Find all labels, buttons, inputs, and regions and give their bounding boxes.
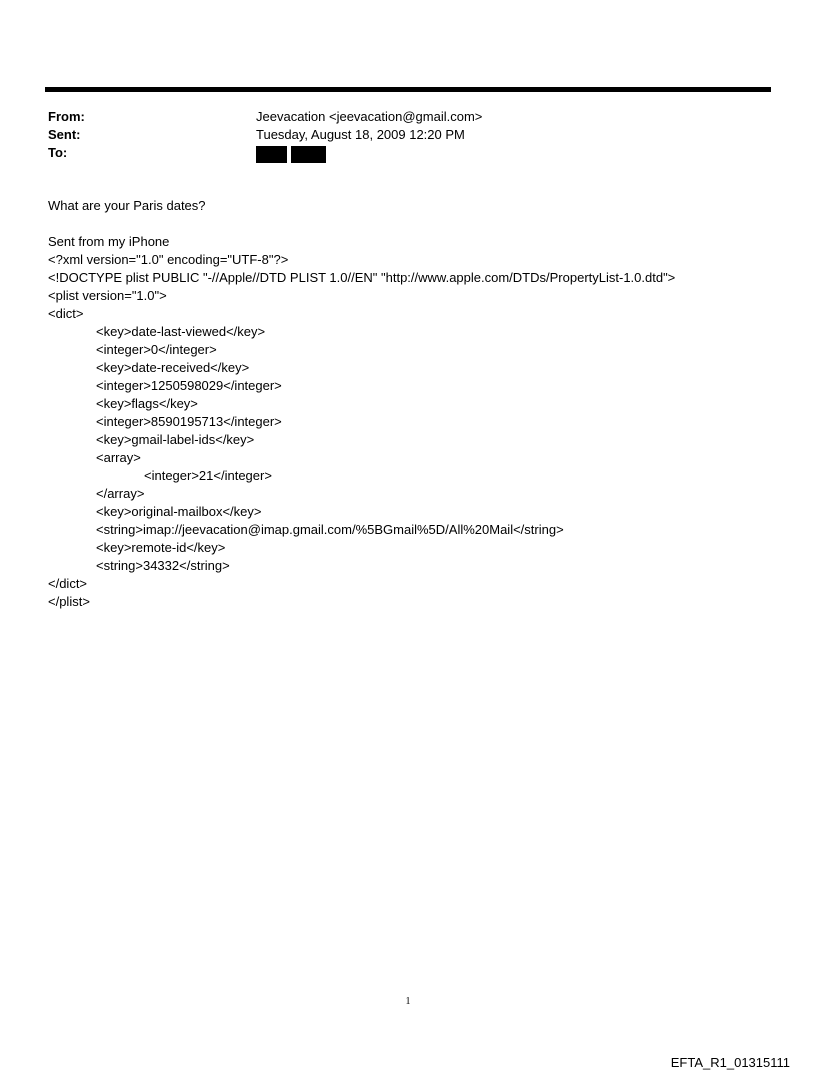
xml-line: <key>gmail-label-ids</key> [96, 432, 255, 447]
header-divider [45, 87, 771, 92]
to-row [48, 144, 748, 162]
xml-line: <integer>1250598029</integer> [96, 378, 282, 393]
xml-line: <dict> [48, 306, 84, 321]
xml-line: </array> [96, 486, 145, 501]
from-value: Jeevacation <jeevacation@gmail.com> [256, 109, 483, 124]
redaction-block [291, 146, 326, 163]
blank-line [48, 215, 788, 233]
signature-text: Sent from my iPhone [48, 234, 170, 249]
xml-line: <plist version="1.0"> [48, 288, 167, 303]
xml-line: <!DOCTYPE plist PUBLIC "-//Apple//DTD PLIST 1.0//EN" "http://www.apple.com/DTDs/PropertyList-1.0.dtd"> [48, 270, 676, 285]
plist-xml-block [48, 251, 788, 611]
email-header [48, 108, 748, 162]
xml-line: <string>imap://jeevacation@imap.gmail.com/%5BGmail%5D/All%20Mail</string> [96, 522, 564, 537]
xml-line: <key>date-received</key> [96, 360, 250, 375]
xml-line: <?xml version="1.0" encoding="UTF-8"?> [48, 252, 289, 267]
xml-line: <integer>8590195713</integer> [96, 414, 282, 429]
xml-line: </dict> [48, 576, 88, 591]
xml-line: <string>34332</string> [96, 558, 230, 573]
message-text: What are your Paris dates? [48, 198, 206, 213]
xml-line: <key>date-last-viewed</key> [96, 324, 266, 339]
redaction-block [256, 146, 287, 163]
from-label: From: [48, 109, 85, 124]
sent-row [48, 126, 748, 144]
to-label: To: [48, 145, 68, 160]
document-id: EFTA_R1_01315111 [670, 1055, 790, 1070]
to-value-redacted [256, 146, 326, 163]
from-row [48, 108, 748, 126]
sent-value: Tuesday, August 18, 2009 12:20 PM [256, 127, 465, 142]
xml-line: <key>original-mailbox</key> [96, 504, 262, 519]
xml-line: <key>remote-id</key> [96, 540, 226, 555]
xml-line: </plist> [48, 594, 90, 609]
email-body [48, 197, 788, 611]
xml-line: <array> [96, 450, 141, 465]
xml-line: <integer>0</integer> [96, 342, 217, 357]
sent-label: Sent: [48, 127, 81, 142]
xml-line: <key>flags</key> [96, 396, 198, 411]
xml-line: <integer>21</integer> [144, 468, 272, 483]
page-number: 1 [405, 996, 411, 1007]
